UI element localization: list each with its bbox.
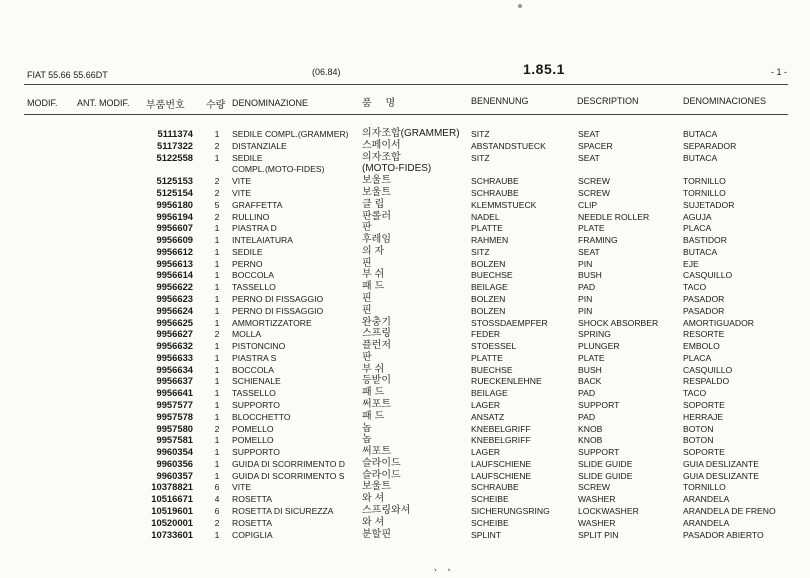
benennung: BUECHSE xyxy=(471,364,513,375)
part-number: 10378821 xyxy=(151,481,193,493)
part-number: 5125153 xyxy=(156,175,193,187)
benennung: LAGER xyxy=(471,399,501,410)
denominacion: CASQUILLO xyxy=(683,270,733,281)
col-denominazione: DENOMINAZIONE xyxy=(232,98,309,108)
description: SUPPORT xyxy=(578,447,620,458)
table-row xyxy=(0,517,810,529)
korean-name: 패 드 xyxy=(362,410,385,422)
description: PAD xyxy=(578,411,596,422)
description: BUSH xyxy=(578,364,602,375)
part-number: 9957578 xyxy=(156,410,193,422)
col-korean-name: 품 명 xyxy=(362,98,396,109)
korean-name: 슬라이드 xyxy=(362,457,401,469)
denominacion: CASQUILLO xyxy=(683,364,733,375)
part-number: 9956607 xyxy=(156,222,193,234)
quantity: 1 xyxy=(214,376,220,387)
quantity: 2 xyxy=(214,140,220,151)
benennung: SCHRAUBE xyxy=(471,176,519,187)
denominazione: SEDILE COMPL.(GRAMMER) xyxy=(232,129,349,139)
part-number: 9956627 xyxy=(156,328,193,340)
benennung: SCHEIBE xyxy=(471,517,509,528)
benennung: BOLZEN xyxy=(471,293,506,304)
denominacion: AGUJA xyxy=(683,211,712,222)
part-number: 9956613 xyxy=(156,257,193,269)
denominacion: SOPORTE xyxy=(683,399,725,410)
description: CLIP xyxy=(578,199,598,210)
description: WASHER xyxy=(578,494,616,505)
table-row xyxy=(0,505,810,517)
denominazione: PISTONCINO xyxy=(232,341,286,351)
quantity: 1 xyxy=(214,152,220,163)
description: SHOCK ABSORBER xyxy=(578,317,659,328)
part-number: 9956614 xyxy=(156,269,193,281)
quantity: 1 xyxy=(214,293,220,304)
quantity: 2 xyxy=(214,187,220,198)
table-row xyxy=(0,317,810,329)
korean-name: 완충기 xyxy=(362,316,391,328)
denominacion: EJE xyxy=(683,258,699,269)
quantity: 1 xyxy=(214,435,220,446)
benennung: LAUFSCHIENE xyxy=(471,458,532,469)
quantity: 1 xyxy=(214,470,220,481)
model-title: FIAT 55.66 55.66DT xyxy=(27,70,108,80)
part-number: 9956633 xyxy=(156,351,193,363)
part-number: 5117322 xyxy=(157,139,193,151)
benennung: SCHRAUBE xyxy=(471,187,519,198)
quantity: 2 xyxy=(214,176,220,187)
denominacion: PASADOR xyxy=(683,293,725,304)
quantity: 1 xyxy=(214,270,220,281)
description: SCREW xyxy=(578,176,610,187)
korean-name: 써포트 xyxy=(362,398,391,410)
benennung: ABSTANDSTUECK xyxy=(471,140,546,151)
col-description: DESCRIPTION xyxy=(577,96,639,106)
table-row xyxy=(0,387,810,399)
table-row xyxy=(0,328,810,340)
quantity: 1 xyxy=(214,282,220,293)
denominacion: PLACA xyxy=(683,352,712,363)
denominazione: DISTANZIALE xyxy=(232,140,287,151)
part-number: 9956623 xyxy=(156,292,193,304)
denominacion: BUTACA xyxy=(683,246,718,257)
section-number: 1.85.1 xyxy=(523,61,565,77)
korean-name: 스프링와셔 xyxy=(362,505,411,516)
description: PAD xyxy=(578,282,596,293)
table-row xyxy=(0,340,810,352)
table-row xyxy=(0,211,810,223)
denominazione: ROSETTA xyxy=(232,494,272,505)
benennung: SPLINT xyxy=(471,529,502,540)
denominacion: TORNILLO xyxy=(683,176,726,187)
table-row xyxy=(0,446,810,458)
korean-name: 놉 xyxy=(362,422,372,434)
table-row xyxy=(0,234,810,246)
quantity: 2 xyxy=(214,423,220,434)
quantity: 2 xyxy=(214,517,220,528)
benennung: SCHRAUBE xyxy=(471,482,519,493)
description: PAD xyxy=(578,388,596,399)
denominacion: ARANDELA xyxy=(683,494,730,505)
korean-name: 플런저 xyxy=(362,340,391,351)
quantity: 1 xyxy=(214,341,220,351)
denominacion: BUTACA xyxy=(683,152,718,163)
table-row xyxy=(0,140,810,152)
denominacion: PLACA xyxy=(683,223,712,234)
denominazione: INTELAIATURA xyxy=(232,235,293,245)
denominazione: COPIGLIA xyxy=(232,529,273,540)
denominazione: PIASTRA S xyxy=(232,352,277,363)
description: SPACER xyxy=(578,140,613,151)
korean-name: 슬라이드 xyxy=(362,469,401,481)
denominazione: ROSETTA DI SICUREZZA xyxy=(232,506,334,516)
denominazione: TASSELLO xyxy=(232,388,276,399)
part-number: 9956612 xyxy=(156,245,193,257)
part-number: 9956180 xyxy=(156,198,193,210)
description: SCREW xyxy=(578,482,610,493)
denominacion: RESPALDO xyxy=(683,376,730,387)
description: FRAMING xyxy=(578,235,618,245)
quantity: 1 xyxy=(214,246,220,257)
table-row xyxy=(0,258,810,270)
benennung: NADEL xyxy=(471,211,500,222)
quantity: 1 xyxy=(214,129,220,139)
korean-name: 판 xyxy=(362,351,372,363)
table-row xyxy=(0,364,810,376)
denominazione: BOCCOLA xyxy=(232,270,275,281)
col-denominaciones: DENOMINACIONES xyxy=(683,96,767,106)
part-number: 10519601 xyxy=(151,505,193,516)
description: PLATE xyxy=(578,223,605,234)
description: PIN xyxy=(578,293,593,304)
benennung: LAUFSCHIENE xyxy=(471,470,532,481)
denominacion: TORNILLO xyxy=(683,482,726,493)
quantity: 2 xyxy=(214,329,220,340)
denominacion: HERRAJE xyxy=(683,411,724,422)
korean-name: 의자조합 xyxy=(362,151,401,163)
denominacion: TACO xyxy=(683,282,707,293)
table-row xyxy=(0,481,810,493)
table-row xyxy=(0,281,810,293)
benennung: SITZ xyxy=(471,246,490,257)
top-rule xyxy=(24,84,788,85)
benennung: KLEMMSTUECK xyxy=(471,199,537,210)
denominacion: TACO xyxy=(683,388,707,399)
korean-name: 핀 xyxy=(362,257,372,269)
table-row xyxy=(0,163,810,175)
part-number: 9960357 xyxy=(156,469,193,481)
col-benennung: BENENNUNG xyxy=(471,96,529,106)
col-part-number: 부품번호 xyxy=(146,100,185,111)
description: SEAT xyxy=(578,152,600,163)
denominacion: SEPARADOR xyxy=(683,140,737,151)
benennung: BOLZEN xyxy=(471,305,506,316)
korean-name: 와 셔 xyxy=(362,493,385,505)
denominacion: EMBOLO xyxy=(683,341,720,351)
description: PIN xyxy=(578,305,593,316)
part-number: 9960354 xyxy=(156,446,193,458)
denominacion: RESORTE xyxy=(683,329,725,340)
benennung: STOSSDAEMPFER xyxy=(471,317,548,328)
benennung: STOESSEL xyxy=(471,341,517,351)
page-number: - 1 - xyxy=(771,67,788,77)
denominazione: PIASTRA D xyxy=(232,223,277,234)
quantity: 1 xyxy=(214,411,220,422)
description: PIN xyxy=(578,258,593,269)
denominazione: SUPPORTO xyxy=(232,447,280,458)
korean-name: 판 xyxy=(362,222,372,234)
korean-name: 패 드 xyxy=(362,281,385,293)
korean-name: 분할핀 xyxy=(362,528,391,540)
benennung: SICHERUNGSRING xyxy=(471,506,550,516)
quantity: 4 xyxy=(214,494,220,505)
denominazione: TASSELLO xyxy=(232,282,276,293)
page-footer-mark: ㆍ ㆍ xyxy=(430,565,455,577)
korean-name: 보울트 xyxy=(362,175,391,187)
quantity: 1 xyxy=(214,388,220,399)
col-quantity: 수량 xyxy=(206,100,226,111)
description: BACK xyxy=(578,376,602,387)
table-row xyxy=(0,423,810,435)
table-row xyxy=(0,199,810,211)
description: SEAT xyxy=(578,129,600,139)
table-row xyxy=(0,246,810,258)
description: KNOB xyxy=(578,435,603,446)
description: SPRING xyxy=(578,329,611,340)
benennung: LAGER xyxy=(471,447,501,458)
table-row xyxy=(0,375,810,387)
benennung: KNEBELGRIFF xyxy=(471,435,531,446)
denominacion: PASADOR xyxy=(683,305,725,316)
denominacion: AMORTIGUADOR xyxy=(683,317,754,328)
table-row xyxy=(0,529,810,541)
description: PLUNGER xyxy=(578,341,620,351)
benennung: BEILAGE xyxy=(471,282,508,293)
benennung: BEILAGE xyxy=(471,388,508,399)
quantity: 6 xyxy=(214,506,220,516)
quantity: 1 xyxy=(214,447,220,458)
col-ant-modif: ANT. MODIF. xyxy=(77,98,130,108)
denominazione: BOCCOLA xyxy=(232,364,275,375)
benennung: SITZ xyxy=(471,152,490,163)
denominacion: GUIA DESLIZANTE xyxy=(683,458,759,469)
korean-name: 의 자 xyxy=(362,245,385,257)
denominazione: AMMORTIZZATORE xyxy=(232,317,312,328)
korean-name: 패 드 xyxy=(362,387,385,399)
korean-name: 등받이 xyxy=(362,375,391,387)
denominacion: SOPORTE xyxy=(683,447,725,458)
korean-name: 스페이서 xyxy=(362,139,401,151)
part-number: 9956625 xyxy=(156,316,193,328)
denominazione: ROSETTA xyxy=(232,517,272,528)
denominacion: GUIA DESLIZANTE xyxy=(683,470,759,481)
benennung: PLATTE xyxy=(471,223,503,234)
benennung: SCHEIBE xyxy=(471,494,509,505)
part-number: 9957581 xyxy=(156,434,193,446)
part-number: 9956624 xyxy=(156,304,193,316)
part-number: 5111374 xyxy=(157,128,193,139)
table-row xyxy=(0,222,810,234)
table-row xyxy=(0,305,810,317)
quantity: 1 xyxy=(214,399,220,410)
denominacion: SUJETADOR xyxy=(683,199,735,210)
denominazione: GRAFFETTA xyxy=(232,199,283,210)
quantity: 5 xyxy=(214,199,220,210)
korean-name: 부 쉬 xyxy=(362,269,385,281)
description: PLATE xyxy=(578,352,605,363)
benennung: BOLZEN xyxy=(471,258,506,269)
scan-speck xyxy=(518,4,522,8)
korean-name: 핀 xyxy=(362,292,372,304)
denominazione: VITE xyxy=(232,176,252,187)
description: WASHER xyxy=(578,517,616,528)
benennung: FEDER xyxy=(471,329,501,340)
korean-name: 클 립 xyxy=(362,198,385,210)
quantity: 1 xyxy=(214,258,220,269)
korean-name: 써포트 xyxy=(362,446,391,458)
part-number: 5122558 xyxy=(156,151,193,163)
print-date: (06.84) xyxy=(312,67,341,77)
header-rule xyxy=(24,114,788,115)
quantity: 1 xyxy=(214,235,220,245)
part-number: 9956634 xyxy=(156,363,193,375)
benennung: BUECHSE xyxy=(471,270,513,281)
table-row xyxy=(0,434,810,446)
quantity: 6 xyxy=(214,482,220,493)
denominazione: PERNO xyxy=(232,258,263,269)
part-number: 9956622 xyxy=(156,281,193,293)
quantity: 1 xyxy=(214,305,220,316)
denominacion: BUTACA xyxy=(683,129,718,139)
table-row xyxy=(0,269,810,281)
korean-name: 핀 xyxy=(362,304,372,316)
description: NEEDLE ROLLER xyxy=(578,211,650,222)
part-number: 10520001 xyxy=(151,516,193,528)
korean-name: 부 쉬 xyxy=(362,363,385,375)
denominazione: POMELLO xyxy=(232,435,274,446)
description: SEAT xyxy=(578,246,600,257)
part-number: 9956632 xyxy=(156,340,193,351)
benennung: RAHMEN xyxy=(471,235,509,245)
description: BUSH xyxy=(578,270,602,281)
denominacion: ARANDELA DE FRENO xyxy=(683,506,776,516)
table-row xyxy=(0,293,810,305)
denominacion: BOTON xyxy=(683,423,714,434)
denominacion: TORNILLO xyxy=(683,187,726,198)
denominazione: GUIDA DI SCORRIMENTO D xyxy=(232,458,346,469)
denominazione: BLOCCHETTO xyxy=(232,411,291,422)
denominazione: SCHIENALE xyxy=(232,376,281,387)
table-row xyxy=(0,399,810,411)
part-number: 9956641 xyxy=(156,387,193,399)
table-row xyxy=(0,175,810,187)
part-number: 9957580 xyxy=(156,422,193,434)
benennung: SITZ xyxy=(471,129,490,139)
korean-name: 놉 xyxy=(362,434,372,446)
denominazione: GUIDA DI SCORRIMENTO S xyxy=(232,470,345,481)
table-row xyxy=(0,152,810,164)
denominacion: BASTIDOR xyxy=(683,235,727,245)
quantity: 2 xyxy=(214,211,220,222)
part-number: 5125154 xyxy=(156,186,193,198)
korean-name: 와 셔 xyxy=(362,516,385,528)
quantity: 1 xyxy=(214,223,220,234)
korean-name: 보울트 xyxy=(362,481,391,493)
quantity: 1 xyxy=(214,317,220,328)
denominazione: SEDILE xyxy=(232,152,263,163)
denominazione: COMPL.(MOTO-FIDES) xyxy=(232,164,325,175)
part-number: 9956609 xyxy=(156,234,193,245)
korean-name: 판롤러 xyxy=(362,210,391,222)
korean-name: 후레임 xyxy=(362,234,391,245)
denominazione: PERNO DI FISSAGGIO xyxy=(232,305,324,316)
part-number: 9957577 xyxy=(156,398,193,410)
table-row xyxy=(0,411,810,423)
denominazione: SUPPORTO xyxy=(232,399,280,410)
quantity: 1 xyxy=(214,364,220,375)
description: SLIDE GUIDE xyxy=(578,458,633,469)
part-number: 9956194 xyxy=(156,210,193,222)
benennung: PLATTE xyxy=(471,352,503,363)
col-modif: MODIF. xyxy=(27,98,58,108)
denominacion: ARANDELA xyxy=(683,517,730,528)
benennung: KNEBELGRIFF xyxy=(471,423,531,434)
denominazione: VITE xyxy=(232,482,252,493)
table-row xyxy=(0,352,810,364)
korean-name: (MOTO-FIDES) xyxy=(362,163,432,175)
description: SUPPORT xyxy=(578,399,620,410)
table-row xyxy=(0,458,810,470)
denominazione: MOLLA xyxy=(232,329,262,340)
part-number: 10733601 xyxy=(151,528,193,540)
benennung: RUECKENLEHNE xyxy=(471,376,542,387)
part-number: 10516671 xyxy=(151,493,193,505)
part-number: 9956637 xyxy=(156,375,193,387)
table-row xyxy=(0,128,810,140)
description: KNOB xyxy=(578,423,603,434)
denominazione: POMELLO xyxy=(232,423,274,434)
table-row xyxy=(0,493,810,505)
korean-name: 의자조합(GRAMMER) xyxy=(362,128,460,139)
denominazione: SEDILE xyxy=(232,246,263,257)
table-row xyxy=(0,470,810,482)
denominacion: PASADOR ABIERTO xyxy=(683,529,764,540)
description: SLIDE GUIDE xyxy=(578,470,633,481)
part-number: 9960356 xyxy=(156,457,193,469)
quantity: 1 xyxy=(214,458,220,469)
quantity: 1 xyxy=(214,529,220,540)
table-row xyxy=(0,187,810,199)
benennung: ANSATZ xyxy=(471,411,505,422)
denominazione: VITE xyxy=(232,187,252,198)
description: SPLIT PIN xyxy=(578,529,619,540)
description: SCREW xyxy=(578,187,610,198)
denominacion: BOTON xyxy=(683,435,714,446)
denominazione: PERNO DI FISSAGGIO xyxy=(232,293,324,304)
korean-name: 보울트 xyxy=(362,186,391,198)
denominazione: RULLINO xyxy=(232,211,270,222)
quantity: 1 xyxy=(214,352,220,363)
korean-name: 스프링 xyxy=(362,328,391,340)
description: LOCKWASHER xyxy=(578,506,639,516)
